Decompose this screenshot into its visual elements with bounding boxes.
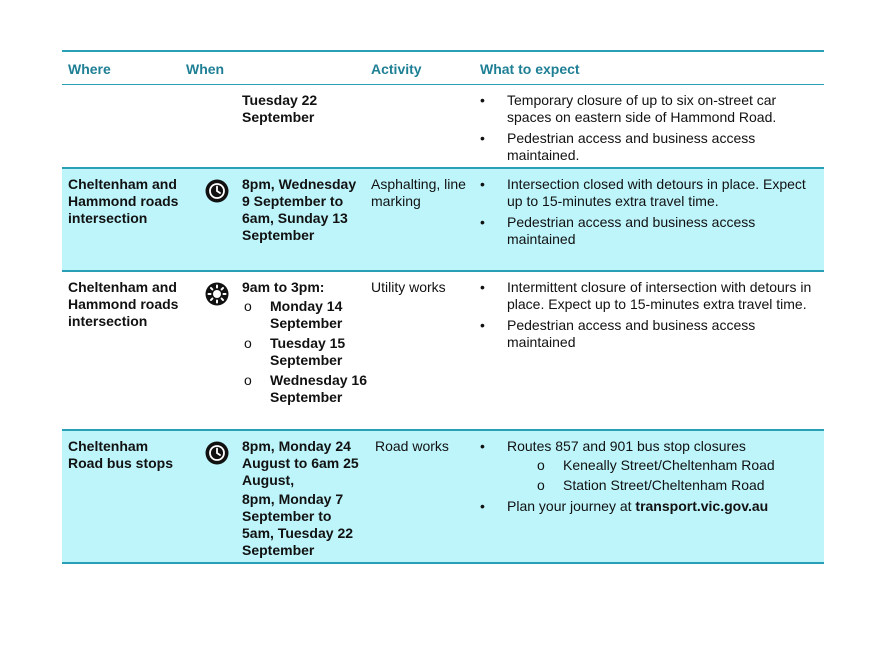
clock-icon — [205, 179, 229, 203]
expect-item: • Intermittent closure of intersection with detours in place. Expect up to 15-minutes extra travel time. — [480, 279, 824, 313]
expect-item: • Pedestrian access and business access maintained — [480, 214, 824, 248]
table-row — [62, 169, 824, 272]
table-row — [62, 272, 824, 431]
when-date: o Wednesday 16 September — [242, 372, 367, 406]
when-cell — [242, 279, 367, 409]
expect-cell — [480, 92, 824, 168]
where-cell: Cheltenham and Hammond roads intersection — [68, 176, 179, 226]
sun-icon — [205, 282, 229, 306]
where-cell: Cheltenham and Hammond roads intersection — [68, 279, 179, 329]
expect-item — [480, 498, 824, 515]
expect-cell — [480, 176, 824, 252]
header-expect: What to expect — [480, 61, 580, 77]
activity-cell: Asphalting, line marking — [371, 176, 466, 209]
expect-item: • Pedestrian access and business access maintained. — [480, 130, 824, 164]
expect-item: • Temporary closure of up to six on-street car spaces on eastern side of Hammond Road. — [480, 92, 824, 126]
when-date: o Monday 14 September — [242, 298, 367, 332]
table-row — [62, 431, 824, 564]
header-when: When — [186, 61, 225, 77]
expect-cell — [480, 438, 824, 519]
when-range-2: 8pm, Monday 7 September to 5am, Tuesday 22 September — [242, 491, 354, 558]
activity-cell: Utility works — [371, 279, 446, 295]
table-row — [62, 85, 824, 169]
expect-item: • Intersection closed with detours in place. Expect up to 15-minutes extra travel time. — [480, 176, 824, 210]
header-activity: Activity — [371, 61, 422, 77]
expect-text: Routes 857 and 901 bus stop closures — [507, 438, 746, 454]
header-where: Where — [68, 61, 111, 77]
when-cell: 8pm, Wednesday 9 September to 6am, Sunday 13 September — [242, 176, 357, 243]
activity-cell: Road works — [375, 438, 449, 454]
when-range-1: 8pm, Monday 24 August to 6am 25 August, — [242, 438, 359, 488]
when-cell: Tuesday 22 September — [242, 92, 318, 125]
where-cell: Cheltenham Road bus stops — [68, 438, 174, 471]
roadworks-table — [62, 50, 824, 564]
when-date: o Tuesday 15 September — [242, 335, 367, 369]
when-cell — [242, 438, 367, 559]
when-intro: 9am to 3pm: — [242, 279, 325, 295]
expect-cell — [480, 279, 824, 355]
transport-link[interactable]: transport.vic.gov.au — [635, 498, 769, 514]
expect-text: Plan your journey at — [507, 498, 636, 514]
bus-stop-item: o Station Street/Cheltenham Road — [535, 477, 824, 494]
table-header — [62, 50, 824, 85]
clock-icon — [205, 441, 229, 465]
bus-stop-item: o Keneally Street/Cheltenham Road — [535, 457, 824, 474]
expect-item — [480, 438, 824, 494]
expect-item: • Pedestrian access and business access maintained — [480, 317, 824, 351]
